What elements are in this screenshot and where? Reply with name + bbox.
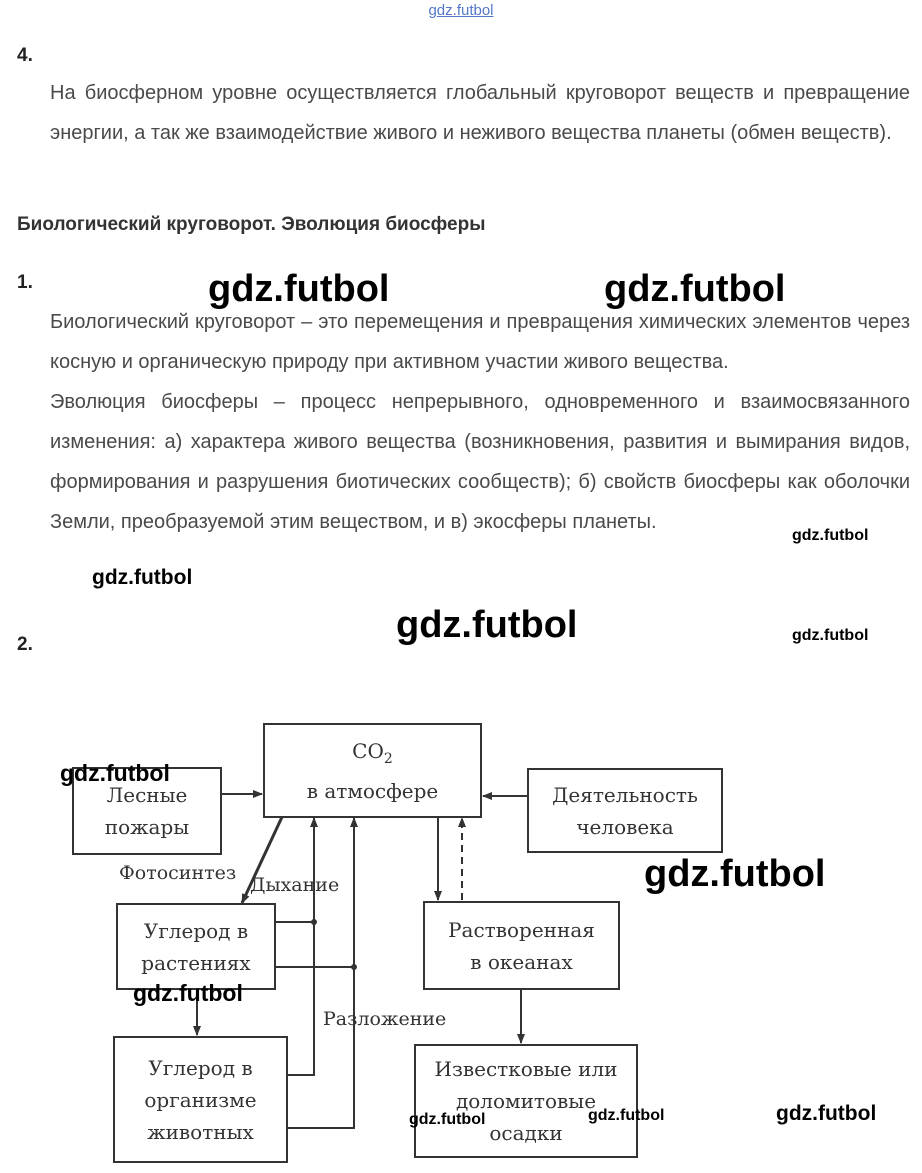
watermark: gdz.futbol (604, 268, 786, 310)
fires-line2: пожары (104, 815, 190, 839)
watermark: gdz.futbol (776, 1102, 877, 1125)
item-number-1: 1. (17, 272, 33, 293)
watermark: gdz.futbol (60, 760, 170, 786)
box-carbon-animals (113, 1036, 288, 1163)
label-respiration: Дыхание (250, 874, 340, 896)
watermark: gdz.futbol (588, 1107, 665, 1124)
sediment-line3: осадки (489, 1121, 563, 1145)
arrow-decomposition (288, 818, 354, 1128)
ocean-line2: в океанах (470, 949, 573, 974)
human-line2: человека (576, 814, 674, 839)
watermark: gdz.futbol (133, 980, 243, 1006)
line-respiration-animals (288, 922, 314, 1075)
item-number-2: 2. (17, 634, 33, 655)
box-human-activity (527, 768, 723, 853)
sediment-line2: доломитовые (455, 1089, 597, 1113)
fires-line1: Лесные (106, 783, 188, 807)
human-line1: Деятельность (552, 782, 698, 807)
watermark: gdz.futbol (92, 566, 193, 589)
section-number-4: 4. (17, 45, 33, 66)
label-decomposition: Разложение (323, 1008, 447, 1030)
co2-subscript: 2 (383, 750, 393, 767)
watermark: gdz.futbol (409, 1111, 486, 1128)
watermark: gdz.futbol (792, 527, 869, 544)
animals-line2: организме (144, 1087, 257, 1112)
watermark: gdz.futbol (792, 627, 869, 644)
label-photosynthesis: Фотосинтез (119, 862, 237, 884)
section-heading: Биологический круговорот. Эволюция биосферы (17, 214, 486, 235)
plants-line1: Углерод в (143, 918, 249, 943)
animals-line3: животных (147, 1119, 254, 1144)
box-carbon-plants (116, 903, 276, 990)
animals-line1: Углерод в (148, 1055, 253, 1080)
co2-label: CO (352, 738, 384, 763)
box-dissolved-ocean (423, 901, 620, 990)
watermark: gdz.futbol (644, 853, 826, 895)
watermark: gdz.futbol (208, 268, 390, 310)
section-4-paragraph: На биосферном уровне осуществляется глобальный круговорот веществ и превращение энергии, а так же взаимодействие живого и неживого вещества планеты (обмен веществ). (50, 82, 910, 144)
ocean-line1: Растворенная (448, 917, 595, 942)
plants-line2: растениях (141, 950, 251, 975)
sediment-line1: Известковые или (434, 1057, 618, 1081)
box-sediments (414, 1044, 638, 1158)
item-1-paragraph-1: Биологический круговорот – это перемещения и превращения химических элементов через косную и органическую природу при активном участии живого вещества. (50, 311, 910, 373)
header-watermark-link[interactable]: gdz.futbol (428, 2, 494, 19)
arrow-respiration-plants (276, 818, 314, 922)
item-1-paragraph-2: Эволюция биосферы – процесс непрерывного, одновременного и взаимосвязанного изменения: а) характера живого вещества (возникновения, развития и вымирания видов, формирования и разрушения биотических сообществ); б) свойств биосферы как оболочки Земли, преобразуемой этим веществом, и в) экосферы планеты. (50, 391, 910, 533)
watermark: gdz.futbol (396, 604, 578, 646)
co2-line2: в атмосфере (306, 778, 439, 803)
box-co2-atmosphere (263, 723, 482, 818)
